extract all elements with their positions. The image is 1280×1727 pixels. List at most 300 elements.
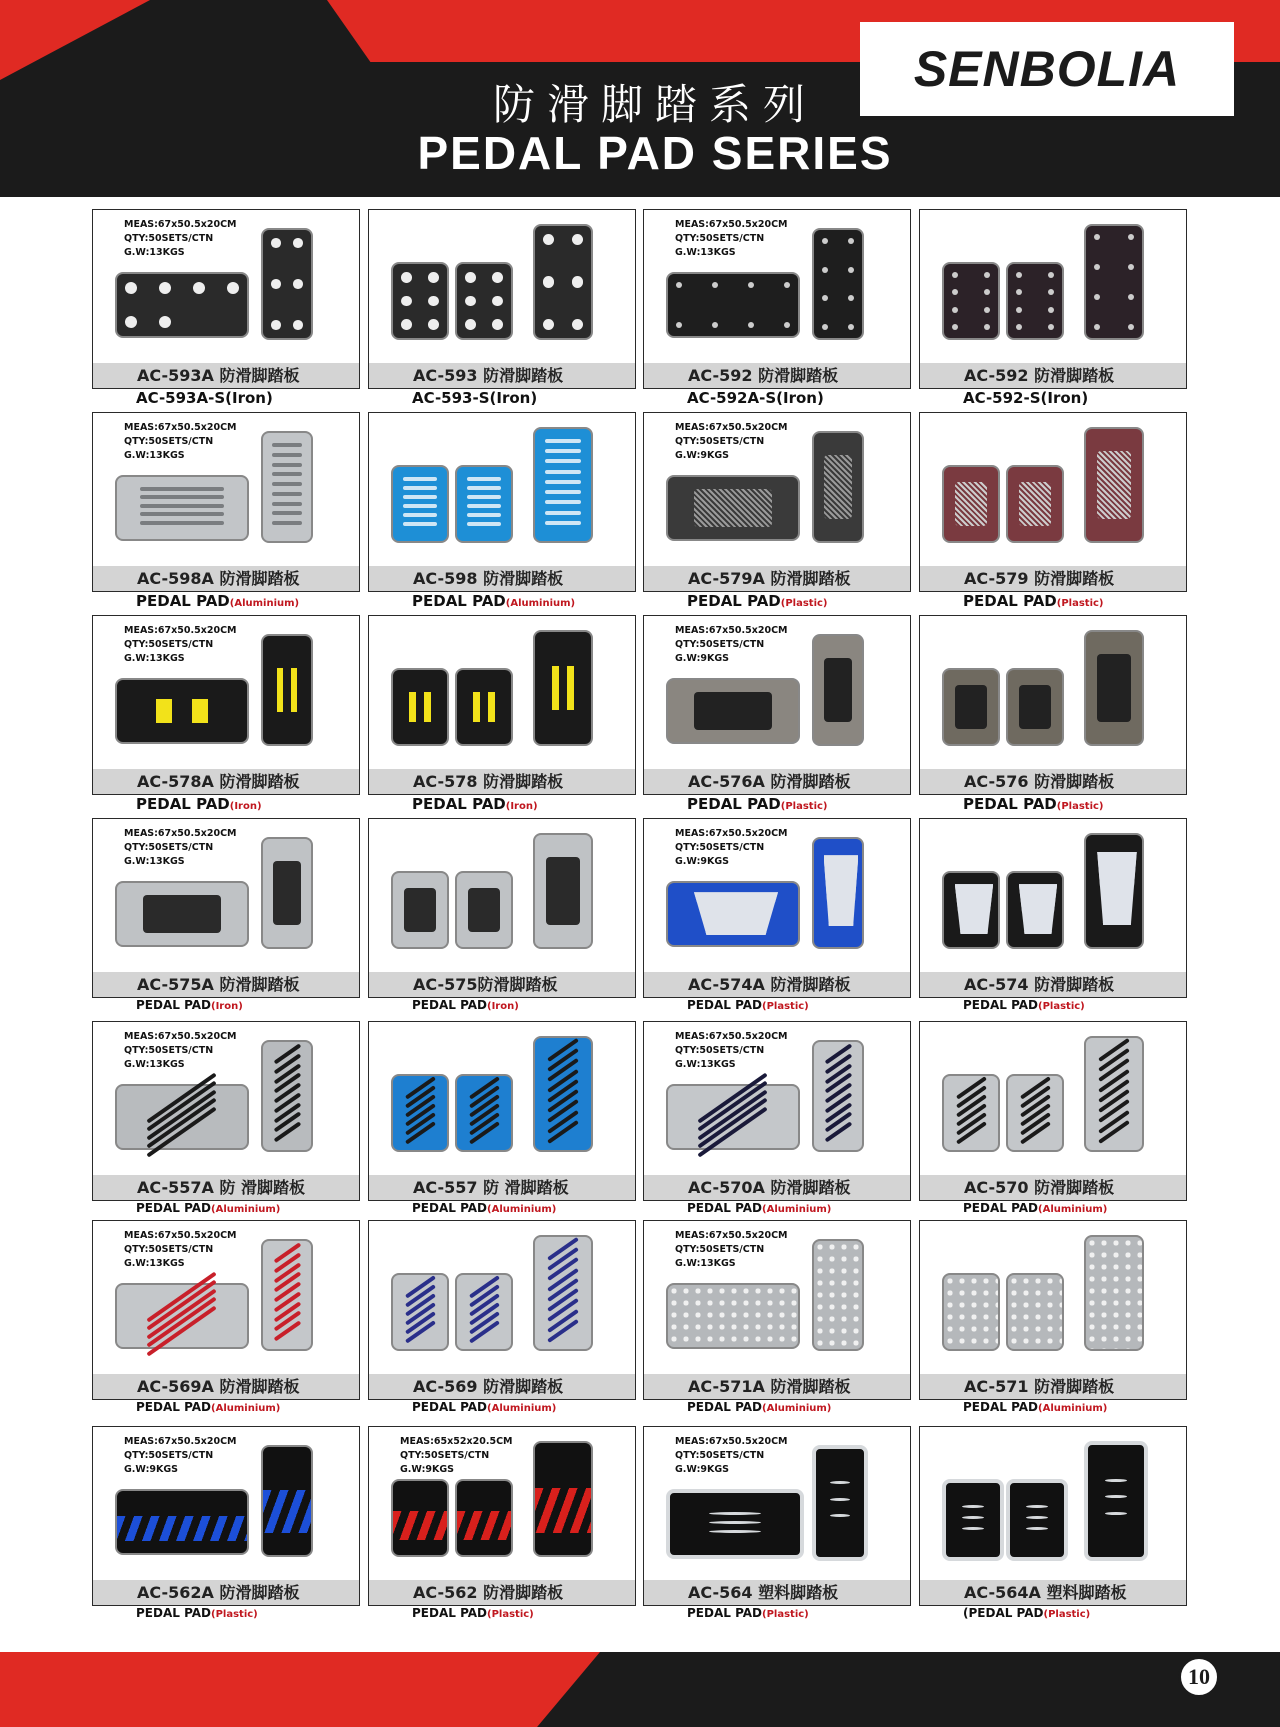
model-label: AC-578 防滑脚踏板 xyxy=(369,769,635,794)
pad-hole xyxy=(465,272,476,283)
product-cell xyxy=(919,1021,1187,1215)
pad-chrome-line xyxy=(1026,1505,1048,1508)
spec-meas: MEAS:67x50.5x20CM xyxy=(675,219,788,230)
pedal-pad-small xyxy=(455,262,513,340)
pedal-pad-small xyxy=(1006,1479,1068,1561)
pedal-pad-wide xyxy=(115,475,249,541)
spec-gross-weight: G.W:13KGS xyxy=(124,1059,185,1070)
material-label: (Plastic) xyxy=(1056,801,1104,812)
spec-qty: QTY:50SETS/CTN xyxy=(400,1450,490,1461)
spec-meas: MEAS:67x50.5x20CM xyxy=(675,828,788,839)
product-cell xyxy=(919,615,1187,813)
material-label: (Aluminium) xyxy=(487,1403,557,1414)
sub-label-text: PEDAL PAD xyxy=(136,795,230,813)
model-label: AC-579 防滑脚踏板 xyxy=(920,566,1186,591)
pad-emblem xyxy=(1097,852,1137,925)
pad-insert xyxy=(143,895,221,932)
pedal-pad-accelerator xyxy=(533,224,593,340)
pedal-pad-small xyxy=(942,465,1000,543)
pad-hole xyxy=(428,296,439,307)
sub-label-text: PEDAL PAD xyxy=(963,795,1057,813)
sub-label xyxy=(136,389,273,407)
spec-info xyxy=(675,1030,788,1072)
product-card xyxy=(919,1220,1187,1400)
sub-label xyxy=(412,592,575,610)
pad-hole xyxy=(784,282,790,288)
product-cell xyxy=(368,209,636,407)
pedal-pad-wide xyxy=(115,881,249,947)
product-cell xyxy=(643,1220,911,1414)
pedal-pad-wide xyxy=(115,678,249,744)
pedal-pad-accelerator xyxy=(261,431,313,543)
spec-qty: QTY:50SETS/CTN xyxy=(675,1244,765,1255)
product-card xyxy=(92,1220,360,1400)
spec-info xyxy=(675,1229,788,1271)
pad-hole xyxy=(676,282,682,288)
pad-hole xyxy=(1094,264,1100,270)
pedal-pad-small xyxy=(391,1479,449,1557)
sub-label xyxy=(687,998,809,1012)
spec-info xyxy=(675,421,788,463)
product-card xyxy=(643,1220,911,1400)
pad-hole xyxy=(572,319,583,330)
pedal-pad-small xyxy=(942,1273,1000,1351)
spec-meas: MEAS:67x50.5x20CM xyxy=(675,1031,788,1042)
pedal-pad-accelerator xyxy=(812,837,864,949)
product-cell xyxy=(92,412,360,610)
product-image xyxy=(920,819,1186,972)
sub-label-text: PEDAL PAD xyxy=(412,795,506,813)
pad-flame xyxy=(393,1511,447,1541)
material-label: (Plastic) xyxy=(762,1001,809,1012)
pad-hole xyxy=(1048,324,1054,330)
product-card xyxy=(919,615,1187,795)
pad-hole xyxy=(984,324,990,330)
sub-label xyxy=(687,592,828,610)
product-cell xyxy=(919,818,1187,1012)
pedal-pad-accelerator xyxy=(533,1235,593,1351)
pad-hole xyxy=(822,267,828,273)
model-label: AC-592 防滑脚踏板 xyxy=(644,363,910,388)
product-image xyxy=(920,616,1186,769)
pedal-pad-small xyxy=(1006,1273,1064,1351)
pad-hole xyxy=(1128,324,1134,330)
product-card xyxy=(368,1426,636,1606)
model-label: AC-598 防滑脚踏板 xyxy=(369,566,635,591)
pad-emblem xyxy=(1019,884,1057,934)
spec-info xyxy=(400,1435,513,1477)
pad-chrome-line xyxy=(962,1527,984,1530)
pedal-pad-accelerator xyxy=(533,630,593,746)
pedal-pad-small xyxy=(455,465,513,543)
sub-label xyxy=(687,1400,831,1414)
pad-hole xyxy=(159,316,171,328)
spec-info xyxy=(124,421,237,463)
product-cell xyxy=(368,412,636,610)
product-card xyxy=(92,615,360,795)
pad-hole xyxy=(848,324,854,330)
pedal-pad-accelerator xyxy=(1084,224,1144,340)
spec-info xyxy=(675,624,788,666)
sub-label xyxy=(687,389,824,407)
material-label: (Aluminium) xyxy=(505,598,576,609)
product-image xyxy=(369,210,635,363)
sub-label xyxy=(963,795,1104,813)
pad-stripe xyxy=(140,512,223,516)
pedal-pad-small xyxy=(942,1074,1000,1152)
product-cell xyxy=(368,615,636,813)
pad-chrome-line xyxy=(830,1498,849,1501)
product-card xyxy=(92,412,360,592)
spec-qty: QTY:50SETS/CTN xyxy=(124,233,214,244)
pad-hole xyxy=(822,324,828,330)
pad-hole xyxy=(401,296,412,307)
pedal-pad-accelerator xyxy=(261,1239,313,1351)
material-label: (Iron) xyxy=(487,1001,519,1012)
pedal-pad-accelerator xyxy=(533,1036,593,1152)
spec-meas: MEAS:67x50.5x20CM xyxy=(675,1230,788,1241)
pad-yellow-bar xyxy=(552,666,559,711)
pedal-pad-small xyxy=(942,871,1000,949)
product-cell xyxy=(92,209,360,407)
product-image xyxy=(920,1022,1186,1175)
spec-qty: QTY:50SETS/CTN xyxy=(124,1045,214,1056)
title-chinese: 防滑脚踏系列 xyxy=(492,80,817,129)
product-cell xyxy=(368,1426,636,1620)
model-label: AC-593 防滑脚踏板 xyxy=(369,363,635,388)
pad-chrome-line xyxy=(1105,1495,1127,1498)
pedal-pad-small xyxy=(1006,262,1064,340)
pad-yellow-bar xyxy=(424,692,430,722)
product-card xyxy=(368,412,636,592)
pad-flame xyxy=(535,1488,591,1533)
pedal-pad-wide xyxy=(666,1489,804,1559)
pad-chrome-line xyxy=(1026,1516,1048,1519)
sub-label xyxy=(136,998,243,1012)
product-card xyxy=(368,1021,636,1201)
pad-hole xyxy=(952,324,958,330)
sub-label xyxy=(963,1201,1107,1215)
pedal-pad-wide xyxy=(115,1084,249,1150)
spec-qty: QTY:50SETS/CTN xyxy=(124,639,214,650)
pedal-pad-accelerator xyxy=(533,427,593,543)
pad-stripe xyxy=(467,504,502,508)
pedal-pad-small xyxy=(942,668,1000,746)
sub-label-text: PEDAL PAD xyxy=(412,592,506,610)
product-cell xyxy=(92,1021,360,1215)
pad-emblem xyxy=(955,884,993,934)
pad-chrome-line xyxy=(1105,1512,1127,1515)
product-card xyxy=(368,1220,636,1400)
pad-hole xyxy=(428,272,439,283)
pad-yellow-bar xyxy=(473,692,479,722)
spec-gross-weight: G.W:9KGS xyxy=(124,1464,179,1475)
product-cell xyxy=(92,818,360,1012)
spec-gross-weight: G.W:13KGS xyxy=(675,1059,736,1070)
product-card xyxy=(919,412,1187,592)
model-label: AC-574 防滑脚踏板 xyxy=(920,972,1186,997)
spec-meas: MEAS:67x50.5x20CM xyxy=(124,625,237,636)
pad-hole xyxy=(193,282,205,294)
sub-label xyxy=(136,1400,280,1414)
product-cell xyxy=(368,1021,636,1215)
pedal-pad-small xyxy=(1006,668,1064,746)
pad-yellow-bar xyxy=(192,699,208,724)
spec-info xyxy=(675,218,788,260)
header-red-corner xyxy=(0,0,150,80)
pad-hole xyxy=(1048,289,1054,295)
pedal-pad-accelerator xyxy=(1084,630,1144,746)
pad-stripe xyxy=(403,495,438,499)
pad-stripe xyxy=(272,521,303,525)
pad-chrome-line xyxy=(962,1516,984,1519)
pad-chrome-line xyxy=(830,1481,849,1484)
sub-label xyxy=(136,1201,280,1215)
pedal-pad-accelerator xyxy=(261,837,313,949)
spec-qty: QTY:50SETS/CTN xyxy=(675,639,765,650)
brand-logo: SENBOLIA xyxy=(913,41,1181,97)
pad-stripe xyxy=(272,453,303,457)
spec-meas: MEAS:67x50.5x20CM xyxy=(124,1031,237,1042)
pedal-pad-accelerator xyxy=(1084,1036,1144,1152)
material-label: (Iron) xyxy=(211,1001,243,1012)
product-card xyxy=(919,818,1187,998)
sub-label xyxy=(136,795,262,813)
pad-stripe xyxy=(545,521,581,525)
pedal-pad-wide xyxy=(666,272,800,338)
model-label: AC-562A 防滑脚踏板 xyxy=(93,1580,359,1605)
spec-qty: QTY:50SETS/CTN xyxy=(675,1045,765,1056)
sub-label-text: PEDAL PAD xyxy=(687,998,763,1012)
product-image xyxy=(369,1022,635,1175)
page-header xyxy=(0,0,1280,197)
pedal-pad-accelerator xyxy=(261,634,313,746)
pad-stripe xyxy=(403,513,438,517)
product-image xyxy=(369,819,635,972)
pedal-pad-small xyxy=(1006,1074,1064,1152)
pad-chrome-line xyxy=(709,1512,761,1515)
pedal-pad-accelerator xyxy=(812,1239,864,1351)
pad-hole xyxy=(293,279,303,289)
pad-stripe xyxy=(545,470,581,474)
spec-gross-weight: G.W:9KGS xyxy=(675,1464,730,1475)
pedal-pad-accelerator xyxy=(1084,427,1144,543)
pad-hole xyxy=(271,238,281,248)
spec-gross-weight: G.W:9KGS xyxy=(675,856,730,867)
pad-stripe xyxy=(272,482,303,486)
pad-flame xyxy=(263,1490,311,1533)
product-cell xyxy=(919,1426,1187,1620)
model-label: AC-574A 防滑脚踏板 xyxy=(644,972,910,997)
pedal-pad-small xyxy=(391,465,449,543)
pad-stripe xyxy=(467,513,502,517)
model-label: AC-593A 防滑脚踏板 xyxy=(93,363,359,388)
pad-stripe xyxy=(140,504,223,508)
pedal-pad-wide xyxy=(666,678,800,744)
product-cell xyxy=(643,209,911,407)
pad-chrome-line xyxy=(1105,1479,1127,1482)
pad-hole xyxy=(543,319,554,330)
sub-label xyxy=(412,1201,556,1215)
pad-hole xyxy=(428,319,439,330)
pad-hole xyxy=(401,272,412,283)
pedal-pad-small xyxy=(391,1273,449,1351)
sub-label-text: PEDAL PAD xyxy=(412,1201,488,1215)
pad-hole xyxy=(1128,294,1134,300)
spec-gross-weight: G.W:13KGS xyxy=(124,450,185,461)
pad-stripe xyxy=(272,511,303,515)
pad-stripe xyxy=(545,511,581,515)
pedal-pad-accelerator xyxy=(1084,1235,1144,1351)
pad-stripe xyxy=(140,495,223,499)
pad-hole xyxy=(1016,289,1022,295)
model-label: AC-557A 防 滑脚踏板 xyxy=(93,1175,359,1200)
product-cell xyxy=(919,1220,1187,1414)
pad-yellow-bar xyxy=(409,692,415,722)
pad-hole xyxy=(1094,324,1100,330)
pad-stripe xyxy=(403,486,438,490)
model-label: AC-592 防滑脚踏板 xyxy=(920,363,1186,388)
spec-meas: MEAS:67x50.5x20CM xyxy=(675,422,788,433)
pedal-pad-accelerator xyxy=(261,1040,313,1152)
pedal-pad-small xyxy=(942,262,1000,340)
pad-hole xyxy=(1128,234,1134,240)
spec-gross-weight: G.W:13KGS xyxy=(124,856,185,867)
material-label: (Aluminium) xyxy=(487,1204,557,1215)
material-label: (Aluminium) xyxy=(762,1204,832,1215)
page-footer xyxy=(0,1652,1280,1727)
pad-hole xyxy=(465,319,476,330)
sub-label-text: AC-593A-S(Iron) xyxy=(136,389,273,407)
model-label: AC-562 防滑脚踏板 xyxy=(369,1580,635,1605)
sub-label xyxy=(412,389,537,407)
model-label: AC-578A 防滑脚踏板 xyxy=(93,769,359,794)
pedal-pad-accelerator xyxy=(812,1040,864,1152)
pedal-pad-accelerator xyxy=(812,228,864,340)
spec-info xyxy=(124,1435,237,1477)
pedal-pad-accelerator xyxy=(533,833,593,949)
pad-hole xyxy=(984,307,990,313)
product-cell xyxy=(368,1220,636,1414)
pad-hole xyxy=(159,282,171,294)
pad-stripe xyxy=(545,490,581,494)
sub-label-text: PEDAL PAD xyxy=(412,1606,488,1620)
pad-hole xyxy=(271,320,281,330)
product-cell xyxy=(92,615,360,813)
pad-stripe xyxy=(272,443,303,447)
material-label: (Plastic) xyxy=(780,801,828,812)
pad-insert xyxy=(955,685,987,729)
material-label: (Aluminium) xyxy=(762,1403,832,1414)
product-cell xyxy=(643,615,911,813)
spec-qty: QTY:50SETS/CTN xyxy=(124,1244,214,1255)
pad-stripe xyxy=(140,521,223,525)
pad-chrome-line xyxy=(1026,1527,1048,1530)
material-label: (Aluminium) xyxy=(1038,1204,1108,1215)
pad-hole xyxy=(1016,307,1022,313)
pad-insert xyxy=(404,888,436,932)
pad-emblem xyxy=(824,855,859,926)
sub-label xyxy=(963,389,1088,407)
product-card xyxy=(919,1021,1187,1201)
product-image xyxy=(369,413,635,566)
product-image xyxy=(920,1221,1186,1374)
spec-meas: MEAS:67x50.5x20CM xyxy=(124,219,237,230)
model-label: AC-570 防滑脚踏板 xyxy=(920,1175,1186,1200)
spec-qty: QTY:50SETS/CTN xyxy=(675,842,765,853)
spec-info xyxy=(124,218,237,260)
spec-qty: QTY:50SETS/CTN xyxy=(124,436,214,447)
material-label: (Aluminium) xyxy=(211,1204,281,1215)
pad-hole xyxy=(1128,264,1134,270)
sub-label xyxy=(136,592,299,610)
pad-insert xyxy=(824,658,853,723)
spec-info xyxy=(124,827,237,869)
pad-insert xyxy=(1019,685,1051,729)
pad-stripe xyxy=(403,522,438,526)
pedal-pad-accelerator xyxy=(1084,833,1144,949)
material-label: (Plastic) xyxy=(1056,598,1104,609)
pad-stripe xyxy=(545,439,581,443)
pedal-pad-wide xyxy=(666,1084,800,1150)
sub-label-text: PEDAL PAD xyxy=(412,998,488,1012)
pad-insert xyxy=(273,861,302,926)
material-label: (Aluminium) xyxy=(229,598,300,609)
sub-label xyxy=(412,1606,534,1620)
pad-flame xyxy=(457,1511,511,1541)
spec-qty: QTY:50SETS/CTN xyxy=(675,1450,765,1461)
spec-meas: MEAS:67x50.5x20CM xyxy=(675,1436,788,1447)
model-label: AC-571 防滑脚踏板 xyxy=(920,1374,1186,1399)
pad-hole xyxy=(748,282,754,288)
sub-label-text: PEDAL PAD xyxy=(687,1201,763,1215)
pad-hole xyxy=(822,238,828,244)
pedal-pad-small xyxy=(391,871,449,949)
product-card xyxy=(643,1021,911,1201)
pad-stripe xyxy=(545,480,581,484)
pad-hole xyxy=(125,282,137,294)
pad-hole xyxy=(822,295,828,301)
pad-hole xyxy=(712,282,718,288)
product-image xyxy=(920,413,1186,566)
pedal-pad-small xyxy=(942,1479,1004,1561)
model-label: AC-571A 防滑脚踏板 xyxy=(644,1374,910,1399)
spec-qty: QTY:50SETS/CTN xyxy=(124,842,214,853)
model-label: AC-564 塑料脚踏板 xyxy=(644,1580,910,1605)
sub-label-text: PEDAL PAD xyxy=(687,795,781,813)
pad-yellow-bar xyxy=(567,666,574,711)
pad-hole xyxy=(848,295,854,301)
pedal-pad-small xyxy=(1006,871,1064,949)
pad-hole xyxy=(1048,272,1054,278)
pad-stripe xyxy=(272,472,303,476)
product-card xyxy=(643,412,911,592)
product-card xyxy=(643,209,911,389)
material-label: (Plastic) xyxy=(780,598,828,609)
pad-hole xyxy=(465,296,476,307)
pedal-pad-wide xyxy=(115,1283,249,1349)
pad-insert xyxy=(1019,482,1051,526)
spec-info xyxy=(124,1229,237,1271)
spec-gross-weight: G.W:13KGS xyxy=(675,247,736,258)
pad-hole xyxy=(952,272,958,278)
sub-label-text: AC-593-S(Iron) xyxy=(412,389,538,407)
material-label: (Aluminium) xyxy=(1038,1403,1108,1414)
pad-hole xyxy=(1094,234,1100,240)
pad-yellow-bar xyxy=(488,692,494,722)
sub-label xyxy=(412,1400,556,1414)
pedal-pad-accelerator xyxy=(261,1445,313,1557)
